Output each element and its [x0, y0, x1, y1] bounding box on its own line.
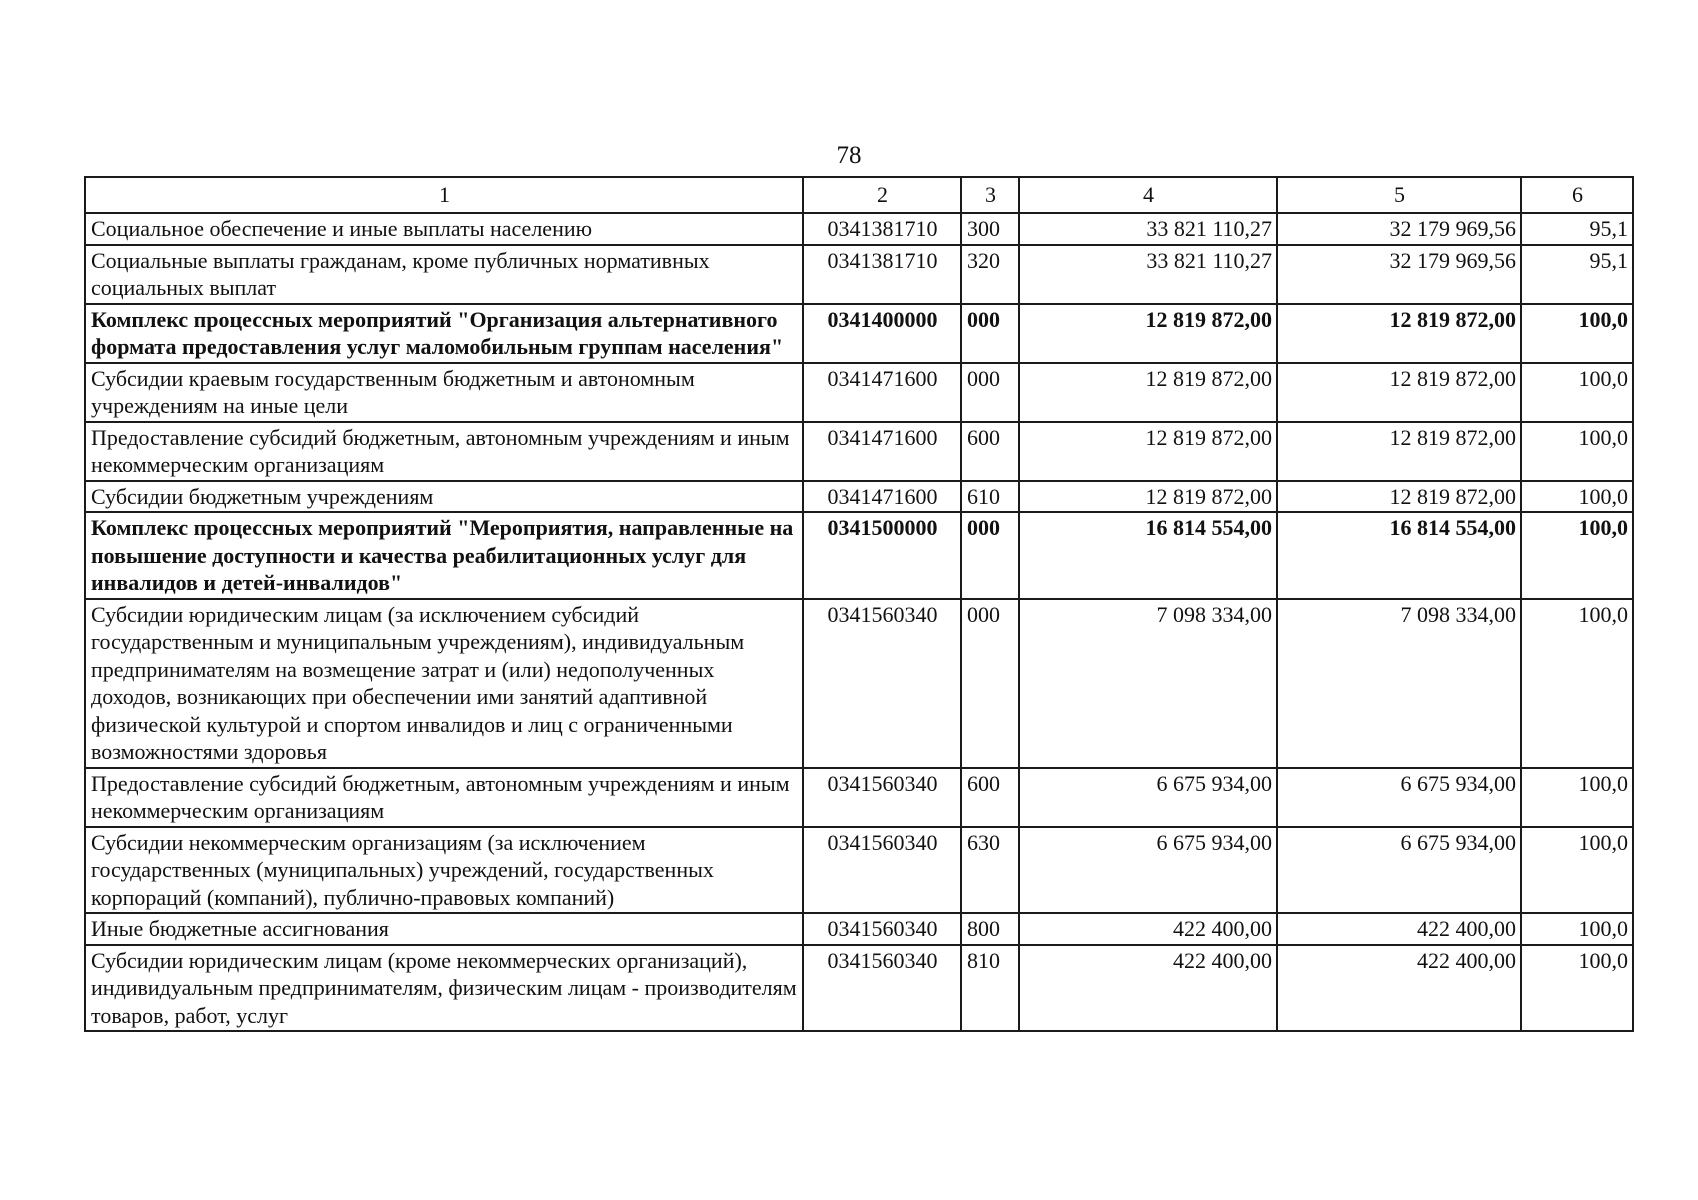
- row-expense-type: 630: [961, 827, 1019, 914]
- row-percent: 100,0: [1521, 422, 1633, 481]
- table-row: [85, 945, 1633, 1032]
- table-row: [85, 827, 1633, 914]
- row-expense-type: 300: [961, 213, 1019, 245]
- row-expense-type: 320: [961, 245, 1019, 304]
- table-header-row: [85, 177, 1633, 213]
- column-header: 6: [1521, 177, 1633, 213]
- row-expense-type: 600: [961, 768, 1019, 827]
- row-percent: 100,0: [1521, 481, 1633, 513]
- row-percent: 100,0: [1521, 768, 1633, 827]
- row-percent: 95,1: [1521, 213, 1633, 245]
- row-percent: 95,1: [1521, 245, 1633, 304]
- row-name: Субсидии краевым государственным бюджетным и автономным учреждениям на иные цели: [85, 363, 803, 422]
- row-plan-amount: 33 821 110,27: [1019, 245, 1277, 304]
- table-row-subtotal: [85, 512, 1633, 599]
- row-fact-amount: 12 819 872,00: [1277, 304, 1521, 363]
- budget-table: [84, 176, 1634, 1032]
- row-expense-type: 000: [961, 512, 1019, 599]
- row-fact-amount: 32 179 969,56: [1277, 213, 1521, 245]
- row-expense-type: 000: [961, 599, 1019, 768]
- row-code: 0341560340: [803, 945, 961, 1032]
- row-fact-amount: 12 819 872,00: [1277, 481, 1521, 513]
- row-plan-amount: 7 098 334,00: [1019, 599, 1277, 768]
- column-header: 1: [85, 177, 803, 213]
- row-name: Субсидии некоммерческим организациям (за исключением государственных (муниципальных) учреждений, государственных корпораций (компаний), публично-правовых компаний): [85, 827, 803, 914]
- row-code: 0341560340: [803, 768, 961, 827]
- page-number: 78: [836, 142, 862, 169]
- row-code: 0341560340: [803, 599, 961, 768]
- row-percent: 100,0: [1521, 304, 1633, 363]
- row-code: 0341381710: [803, 245, 961, 304]
- table-row: [85, 245, 1633, 304]
- row-plan-amount: 6 675 934,00: [1019, 827, 1277, 914]
- table-row-subtotal: [85, 304, 1633, 363]
- row-percent: 100,0: [1521, 827, 1633, 914]
- row-fact-amount: 32 179 969,56: [1277, 245, 1521, 304]
- row-name: Предоставление субсидий бюджетным, автономным учреждениям и иным некоммерческим организациям: [85, 768, 803, 827]
- row-name: Предоставление субсидий бюджетным, автономным учреждениям и иным некоммерческим организациям: [85, 422, 803, 481]
- row-name: Социальные выплаты гражданам, кроме публичных нормативных социальных выплат: [85, 245, 803, 304]
- row-expense-type: 000: [961, 304, 1019, 363]
- row-fact-amount: 422 400,00: [1277, 945, 1521, 1032]
- column-header: 2: [803, 177, 961, 213]
- row-name: Субсидии бюджетным учреждениям: [85, 481, 803, 513]
- table-row: [85, 422, 1633, 481]
- table-row: [85, 363, 1633, 422]
- row-fact-amount: 16 814 554,00: [1277, 512, 1521, 599]
- row-plan-amount: 6 675 934,00: [1019, 768, 1277, 827]
- row-name: Комплекс процессных мероприятий "Организация альтернативного формата предоставления услуг маломобильным группам населения": [85, 304, 803, 363]
- row-expense-type: 600: [961, 422, 1019, 481]
- row-fact-amount: 422 400,00: [1277, 913, 1521, 945]
- row-plan-amount: 12 819 872,00: [1019, 481, 1277, 513]
- row-expense-type: 800: [961, 913, 1019, 945]
- column-header: 4: [1019, 177, 1277, 213]
- table-row: [85, 213, 1633, 245]
- row-percent: 100,0: [1521, 913, 1633, 945]
- row-fact-amount: 6 675 934,00: [1277, 768, 1521, 827]
- row-fact-amount: 12 819 872,00: [1277, 422, 1521, 481]
- row-fact-amount: 6 675 934,00: [1277, 827, 1521, 914]
- row-percent: 100,0: [1521, 363, 1633, 422]
- column-header: 3: [961, 177, 1019, 213]
- row-name: Иные бюджетные ассигнования: [85, 913, 803, 945]
- table-row: [85, 913, 1633, 945]
- row-name: Комплекс процессных мероприятий "Мероприятия, направленные на повышение доступности и качества реабилитационных услуг для инвалидов и детей-инвалидов": [85, 512, 803, 599]
- row-percent: 100,0: [1521, 945, 1633, 1032]
- row-expense-type: 610: [961, 481, 1019, 513]
- row-code: 0341400000: [803, 304, 961, 363]
- row-code: 0341560340: [803, 913, 961, 945]
- row-code: 0341471600: [803, 481, 961, 513]
- row-fact-amount: 12 819 872,00: [1277, 363, 1521, 422]
- row-code: 0341471600: [803, 363, 961, 422]
- column-header: 5: [1277, 177, 1521, 213]
- row-code: 0341471600: [803, 422, 961, 481]
- table-row: [85, 599, 1633, 768]
- row-name: Социальное обеспечение и иные выплаты населению: [85, 213, 803, 245]
- row-fact-amount: 7 098 334,00: [1277, 599, 1521, 768]
- row-code: 0341560340: [803, 827, 961, 914]
- row-plan-amount: 422 400,00: [1019, 945, 1277, 1032]
- row-plan-amount: 12 819 872,00: [1019, 422, 1277, 481]
- row-plan-amount: 33 821 110,27: [1019, 213, 1277, 245]
- row-plan-amount: 422 400,00: [1019, 913, 1277, 945]
- row-plan-amount: 12 819 872,00: [1019, 304, 1277, 363]
- row-plan-amount: 12 819 872,00: [1019, 363, 1277, 422]
- row-code: 0341500000: [803, 512, 961, 599]
- row-plan-amount: 16 814 554,00: [1019, 512, 1277, 599]
- row-percent: 100,0: [1521, 599, 1633, 768]
- table-row: [85, 481, 1633, 513]
- row-expense-type: 000: [961, 363, 1019, 422]
- row-expense-type: 810: [961, 945, 1019, 1032]
- row-name: Субсидии юридическим лицам (кроме некоммерческих организаций), индивидуальным предпринимателям, физическим лицам - производителям товаров, работ, услуг: [85, 945, 803, 1032]
- table-row: [85, 768, 1633, 827]
- row-code: 0341381710: [803, 213, 961, 245]
- row-percent: 100,0: [1521, 512, 1633, 599]
- row-name: Субсидии юридическим лицам (за исключением субсидий государственным и муниципальным учреждениям), индивидуальным предпринимателям на возмещение затрат и (или) недополученных доходов, возникающих при обеспечении ими занятий адаптивной физической культурой и спортом инвалидов и лиц с ограниченными возможностями здоровья: [85, 599, 803, 768]
